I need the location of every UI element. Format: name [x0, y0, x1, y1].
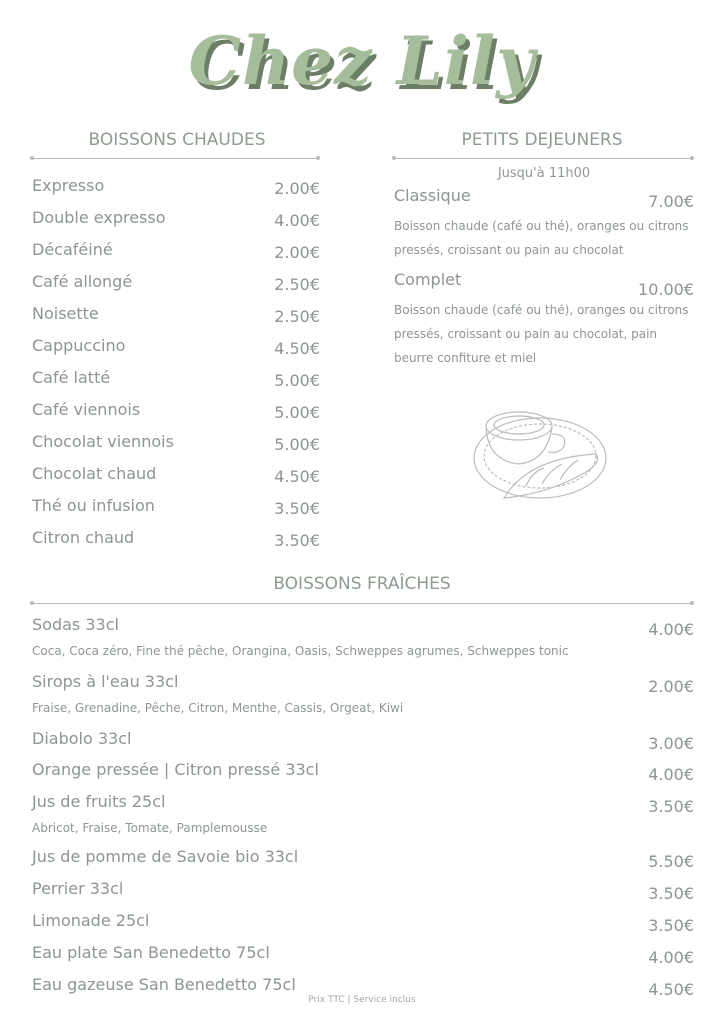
hot-drink-item [32, 240, 320, 262]
cold-drinks-heading: BOISSONS FRAÎCHES [273, 574, 451, 594]
restaurant-title: Chez Lily [188, 22, 536, 100]
hot-drink-item [32, 400, 320, 422]
hot-drink-item [32, 432, 320, 454]
cold-drink-price: 4.00€ [648, 620, 694, 639]
hot-drinks-divider [32, 158, 318, 159]
hot-drink-price: 5.00€ [274, 371, 320, 390]
cold-drink-item [32, 615, 694, 639]
breakfast-item-name: Classique [394, 186, 471, 205]
hot-drink-name: Cappuccino [32, 336, 126, 355]
hot-drink-item [32, 496, 320, 518]
hot-drink-price: 2.00€ [274, 179, 320, 198]
cold-drink-price: 4.00€ [648, 765, 694, 784]
cold-drink-item [32, 911, 694, 935]
hot-drink-name: Noisette [32, 304, 99, 323]
cold-drink-price: 3.50€ [648, 916, 694, 935]
desc-line: pressés, croissant ou pain au chocolat [394, 243, 624, 257]
hot-drink-price: 2.50€ [274, 275, 320, 294]
cold-drink-price: 4.00€ [648, 948, 694, 967]
cold-drink-name: Diabolo 33cl [32, 729, 132, 748]
breakfast-item-desc [394, 298, 689, 370]
cold-drink-price: 3.00€ [648, 734, 694, 753]
cold-drink-price: 4.50€ [648, 980, 694, 999]
hot-drink-item [32, 368, 320, 390]
hot-drink-price: 3.50€ [274, 499, 320, 518]
breakfast-item-name: Complet [394, 270, 462, 289]
cold-drink-name: Orange pressée | Citron pressé 33cl [32, 760, 319, 779]
cold-drink-name: Perrier 33cl [32, 879, 124, 898]
cold-drink-name: Limonade 25cl [32, 911, 150, 930]
hot-drink-name: Café allongé [32, 272, 133, 291]
breakfast-item [394, 270, 694, 299]
hot-drink-item [32, 304, 320, 326]
hot-drink-item [32, 272, 320, 294]
footer-note: Prix TTC | Service inclus [308, 995, 416, 1005]
hot-drink-name: Double expresso [32, 208, 166, 227]
coffee-croissant-illustration [468, 398, 610, 506]
cold-drink-name: Jus de pomme de Savoie bio 33cl [32, 847, 299, 866]
hot-drink-price: 5.00€ [274, 403, 320, 422]
hot-drink-name: Citron chaud [32, 528, 135, 547]
hot-drink-name: Décaféiné [32, 240, 113, 259]
hot-drink-item [32, 464, 320, 486]
cold-drink-price: 5.50€ [648, 852, 694, 871]
cold-drink-item [32, 879, 694, 903]
cold-drink-price: 2.00€ [648, 677, 694, 696]
cold-drink-desc: Coca, Coca zéro, Fine thé pêche, Orangina, Oasis, Schweppes agrumes, Schweppes tonic [32, 644, 569, 658]
hot-drink-name: Café viennois [32, 400, 141, 419]
cold-drink-name: Eau gazeuse San Benedetto 75cl [32, 975, 296, 994]
hot-drink-price: 2.50€ [274, 307, 320, 326]
hot-drink-price: 3.50€ [274, 531, 320, 550]
cold-drinks-divider [32, 603, 692, 604]
cold-drink-item [32, 847, 694, 871]
breakfast-item-price: 7.00€ [648, 192, 694, 211]
cold-drink-name: Jus de fruits 25cl [32, 792, 166, 811]
cold-drink-item [32, 729, 694, 753]
desc-line: Boisson chaude (café ou thé), oranges ou citrons [394, 219, 689, 233]
desc-line: Boisson chaude (café ou thé), oranges ou citrons [394, 303, 689, 317]
hot-drink-name: Café latté [32, 368, 111, 387]
breakfast-item-price: 10.00€ [638, 280, 694, 299]
hot-drink-price: 4.00€ [274, 211, 320, 230]
cold-drink-item [32, 792, 694, 816]
breakfast-divider [394, 158, 692, 159]
desc-line: beurre confiture et miel [394, 351, 537, 365]
desc-line: pressés, croissant ou pain au chocolat, pain [394, 327, 658, 341]
hot-drink-price: 4.50€ [274, 467, 320, 486]
cold-drink-item [32, 943, 694, 967]
hot-drink-price: 4.50€ [274, 339, 320, 358]
hot-drink-item [32, 336, 320, 358]
breakfast-hours: Jusqu'à 11h00 [497, 166, 591, 181]
hot-drink-price: 2.00€ [274, 243, 320, 262]
breakfast-heading: PETITS DEJEUNERS [461, 130, 623, 150]
hot-drink-name: Chocolat viennois [32, 432, 174, 451]
hot-drink-name: Chocolat chaud [32, 464, 157, 483]
cold-drink-desc: Fraise, Grenadine, Pêche, Citron, Menthe, Cassis, Orgeat, Kiwi [32, 701, 404, 715]
hot-drink-item [32, 208, 320, 230]
cold-drink-item [32, 760, 694, 784]
hot-drink-item [32, 528, 320, 550]
breakfast-item-desc [394, 214, 689, 262]
hot-drink-item [32, 176, 320, 198]
cold-drink-price: 3.50€ [648, 884, 694, 903]
cold-drink-name: Sirops à l'eau 33cl [32, 672, 179, 691]
cold-drink-item [32, 672, 694, 696]
hot-drink-name: Expresso [32, 176, 105, 195]
cold-drink-price: 3.50€ [648, 797, 694, 816]
breakfast-item [394, 186, 694, 211]
cold-drink-name: Sodas 33cl [32, 615, 119, 634]
cold-drink-desc: Abricot, Fraise, Tomate, Pamplemousse [32, 821, 268, 835]
cold-drink-name: Eau plate San Benedetto 75cl [32, 943, 270, 962]
hot-drink-name: Thé ou infusion [32, 496, 155, 515]
hot-drinks-heading: BOISSONS CHAUDES [88, 130, 266, 150]
hot-drink-price: 5.00€ [274, 435, 320, 454]
